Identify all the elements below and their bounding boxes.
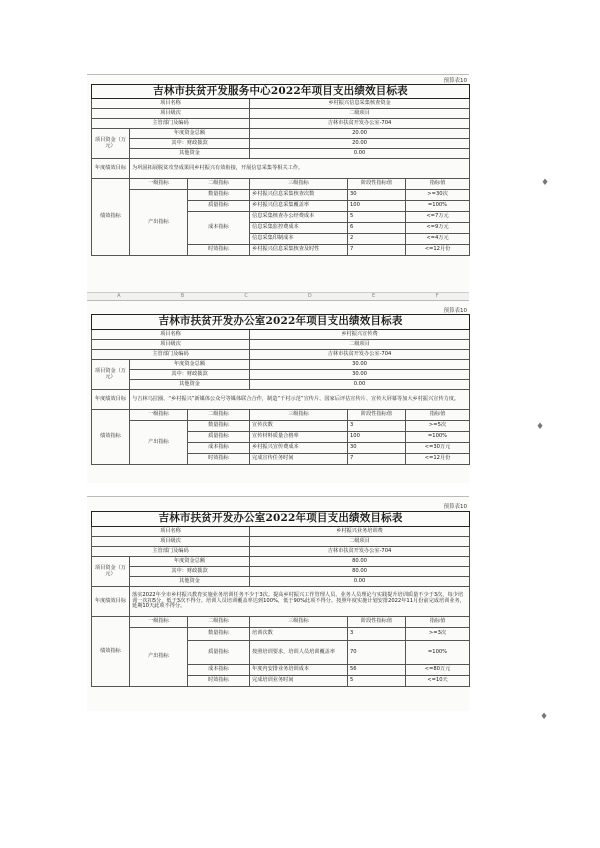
form-number: 预算表10 bbox=[443, 504, 467, 510]
budget-sheet-2 bbox=[87, 300, 469, 483]
header-stage: 阶段性指标值 bbox=[348, 617, 406, 628]
indicator-stage: 7 bbox=[348, 454, 406, 465]
fund-label: 项目资金（万元） bbox=[92, 129, 130, 159]
header-stage: 阶段性指标值 bbox=[348, 179, 406, 190]
table-title: 吉林市扶贫开发办公室2022年项目支出绩效目标表 bbox=[92, 315, 470, 330]
indicator-stage: 100 bbox=[348, 201, 406, 212]
output-label: 产出指标 bbox=[130, 190, 188, 256]
indicator-level2: 质量指标 bbox=[188, 641, 250, 665]
header-level2: 二级指标 bbox=[188, 410, 250, 421]
project-name-label: 项目名称 bbox=[92, 527, 250, 537]
goal-label: 年度绩效目标 bbox=[92, 159, 130, 179]
column-label: E bbox=[371, 293, 376, 299]
indicator-stage: 3 bbox=[348, 421, 406, 432]
indicator-value: =100% bbox=[406, 201, 470, 212]
header-level2: 二级指标 bbox=[188, 179, 250, 190]
indicator-value: <=9万元 bbox=[406, 223, 470, 234]
project-level-value: 二级项目 bbox=[250, 537, 470, 547]
fund-total-label: 年度资金总额 bbox=[130, 129, 250, 139]
indicator-value: >=30次 bbox=[406, 190, 470, 201]
performance-table bbox=[91, 511, 470, 687]
fund-other-label: 其他资金 bbox=[130, 577, 250, 587]
indicator-stage: 5 bbox=[348, 212, 406, 223]
fund-fiscal-label: 其中：财政拨款 bbox=[130, 370, 250, 380]
indicator-level3: 宣传次数 bbox=[250, 421, 348, 432]
indicator-stage: 30 bbox=[348, 190, 406, 201]
performance-table bbox=[91, 84, 470, 256]
indicator-stage: 100 bbox=[348, 432, 406, 443]
table-title: 吉林市扶贫开发服务中心2022年项目支出绩效目标表 bbox=[92, 85, 470, 99]
indicator-level3: 培训次数 bbox=[250, 628, 348, 641]
department-value: 吉林市扶贫开发办公室-704 bbox=[250, 350, 470, 360]
goal-label: 年度绩效目标 bbox=[92, 390, 130, 410]
indicator-level3: 乡村振兴信息采集覆盖率 bbox=[250, 201, 348, 212]
goal-text: 为巩固拓展脱贫攻坚成果同乡村振兴有效衔接，开展信息采集等相关工作。 bbox=[130, 159, 470, 179]
project-level-label: 项目级次 bbox=[92, 340, 250, 350]
indicator-value: <=12月份 bbox=[406, 245, 470, 256]
indicator-value: =100% bbox=[406, 641, 470, 665]
fund-total-value: 30.00 bbox=[250, 360, 470, 370]
fund-other-value: 0.00 bbox=[250, 149, 470, 159]
indicator-value: <=30万元 bbox=[406, 443, 470, 454]
project-name-label: 项目名称 bbox=[92, 330, 250, 340]
column-label: F bbox=[435, 293, 439, 299]
fund-label: 项目资金（万元） bbox=[92, 557, 130, 587]
header-level1: 一级指标 bbox=[130, 617, 188, 628]
department-label: 主管部门及编码 bbox=[92, 547, 250, 557]
indicator-level2: 数量指标 bbox=[188, 190, 250, 201]
column-label: C bbox=[244, 293, 248, 299]
goal-text: 与吉林乌拉圈、“乡村振兴”新媒体公众号等媒体联合合作，制造“千村示范”宣传片、国家后评估宣传片、宣传大屏幕等加大乡村振兴宣传力度。 bbox=[130, 390, 470, 410]
indicator-level2: 时效指标 bbox=[188, 454, 250, 465]
department-label: 主管部门及编码 bbox=[92, 350, 250, 360]
fund-total-label: 年度资金总额 bbox=[130, 557, 250, 567]
indicator-level3: 按照培训要求，培训人员培训覆盖率 bbox=[250, 641, 348, 665]
project-name-value: 乡村振兴业务培训费 bbox=[250, 527, 470, 537]
indicator-value: <=10天 bbox=[406, 676, 470, 687]
indicator-level3: 乡村振兴信息采集核查次数 bbox=[250, 190, 348, 201]
header-level1: 一级指标 bbox=[130, 410, 188, 421]
fund-total-value: 80.00 bbox=[250, 557, 470, 567]
indicator-stage: 2 bbox=[348, 234, 406, 245]
project-name-value: 乡村振兴信息采集核查资金 bbox=[250, 99, 470, 109]
department-label: 主管部门及编码 bbox=[92, 119, 250, 129]
indicator-level3: 乡村振兴宣传费成本 bbox=[250, 443, 348, 454]
fund-label: 项目资金（万元） bbox=[92, 360, 130, 390]
project-level-label: 项目级次 bbox=[92, 109, 250, 119]
indicator-level3: 完成宣传任务时间 bbox=[250, 454, 348, 465]
indicator-value: >=5次 bbox=[406, 421, 470, 432]
indicator-stage: 56 bbox=[348, 665, 406, 676]
header-indicator: 指标值 bbox=[406, 617, 470, 628]
indicator-level2: 成本指标 bbox=[188, 665, 250, 676]
indicator-level2: 质量指标 bbox=[188, 432, 250, 443]
fund-other-label: 其他资金 bbox=[130, 149, 250, 159]
column-label: A bbox=[117, 293, 121, 299]
fund-other-value: 0.00 bbox=[250, 380, 470, 390]
header-stage: 阶段性指标值 bbox=[348, 410, 406, 421]
perf-label: 绩效指标 bbox=[92, 617, 130, 687]
indicator-level2: 数量指标 bbox=[188, 421, 250, 432]
fund-total-value: 20.00 bbox=[250, 129, 470, 139]
performance-table bbox=[91, 314, 470, 465]
department-value: 吉林市扶贫开发办公室-704 bbox=[250, 547, 470, 557]
form-number: 预算表10 bbox=[443, 78, 467, 84]
indicator-value: >=3次 bbox=[406, 628, 470, 641]
indicator-level3: 信息采集监控费成本 bbox=[250, 223, 348, 234]
indicator-value: <=7万元 bbox=[406, 212, 470, 223]
header-indicator: 指标值 bbox=[406, 410, 470, 421]
indicator-value: <=4万元 bbox=[406, 234, 470, 245]
indicator-level2: 数量指标 bbox=[188, 628, 250, 641]
project-level-value: 二级项目 bbox=[250, 109, 470, 119]
indicator-stage: 70 bbox=[348, 641, 406, 665]
goal-text: 落实2022年全市乡村振兴教育实施业务培训任务不少于3次。提高乡村振兴工作管理人员、业务人员理论与实践提升培训质量不少于3次，每少培训一次扣5分，低于3次不得分。培训人员培训覆盖率达到100%，低于90%此项不得分。按照年度实施计划安排2022年11月份前完成培训业务，延期10天此项不得分。 bbox=[130, 587, 470, 617]
project-name-value: 乡村振兴宣传费 bbox=[250, 330, 470, 340]
fund-other-label: 其他资金 bbox=[130, 380, 250, 390]
indicator-value: <=12月份 bbox=[406, 454, 470, 465]
indicator-stage: 5 bbox=[348, 676, 406, 687]
indicator-level2: 时效指标 bbox=[188, 245, 250, 256]
header-level1: 一级指标 bbox=[130, 179, 188, 190]
indicator-level3: 信息采集核查办公经费成本 bbox=[250, 212, 348, 223]
budget-sheet-3 bbox=[87, 496, 469, 711]
table-title: 吉林市扶贫开发办公室2022年项目支出绩效目标表 bbox=[92, 512, 470, 527]
indicator-stage: 3 bbox=[348, 628, 406, 641]
column-label: D bbox=[307, 293, 312, 299]
scan-mark: ♦ bbox=[536, 422, 545, 432]
indicator-level3: 乡村振兴信息采集核查及时性 bbox=[250, 245, 348, 256]
indicator-level3: 信息采集印制成本 bbox=[250, 234, 348, 245]
header-level3: 三级指标 bbox=[250, 410, 348, 421]
scan-mark: ♦ bbox=[541, 178, 550, 188]
indicator-value: <=80万元 bbox=[406, 665, 470, 676]
perf-label: 绩效指标 bbox=[92, 410, 130, 465]
project-name-label: 项目名称 bbox=[92, 99, 250, 109]
indicator-level2: 时效指标 bbox=[188, 676, 250, 687]
indicator-level2: 质量指标 bbox=[188, 201, 250, 212]
project-level-label: 项目级次 bbox=[92, 537, 250, 547]
form-number: 预算表10 bbox=[443, 308, 467, 314]
fund-total-label: 年度资金总额 bbox=[130, 360, 250, 370]
header-level3: 三级指标 bbox=[250, 179, 348, 190]
column-label: B bbox=[180, 293, 185, 299]
indicator-level3: 宣传材料质量合格率 bbox=[250, 432, 348, 443]
fund-fiscal-value: 20.00 bbox=[250, 139, 470, 149]
goal-label: 年度绩效目标 bbox=[92, 587, 130, 617]
indicator-stage: 7 bbox=[348, 245, 406, 256]
header-level2: 二级指标 bbox=[188, 617, 250, 628]
header-level3: 三级指标 bbox=[250, 617, 348, 628]
fund-fiscal-value: 30.00 bbox=[250, 370, 470, 380]
indicator-level3: 完成培训业务时间 bbox=[250, 676, 348, 687]
indicator-value: =100% bbox=[406, 432, 470, 443]
output-label: 产出指标 bbox=[130, 421, 188, 465]
budget-sheet-1 bbox=[87, 74, 469, 297]
fund-fiscal-label: 其中：财政拨款 bbox=[130, 139, 250, 149]
indicator-level2: 成本指标 bbox=[188, 212, 250, 245]
indicator-level3: 年度内安排业务培训成本 bbox=[250, 665, 348, 676]
header-indicator: 指标值 bbox=[406, 179, 470, 190]
fund-other-value: 0.00 bbox=[250, 577, 470, 587]
indicator-stage: 30 bbox=[348, 443, 406, 454]
perf-label: 绩效指标 bbox=[92, 179, 130, 256]
project-level-value: 二级项目 bbox=[250, 340, 470, 350]
scan-mark: ♦ bbox=[540, 712, 549, 722]
indicator-level2: 成本指标 bbox=[188, 443, 250, 454]
department-value: 吉林市扶贫开发办公室-704 bbox=[250, 119, 470, 129]
output-label: 产出指标 bbox=[130, 628, 188, 687]
fund-fiscal-label: 其中：财政拨款 bbox=[130, 567, 250, 577]
fund-fiscal-value: 80.00 bbox=[250, 567, 470, 577]
indicator-stage: 6 bbox=[348, 223, 406, 234]
